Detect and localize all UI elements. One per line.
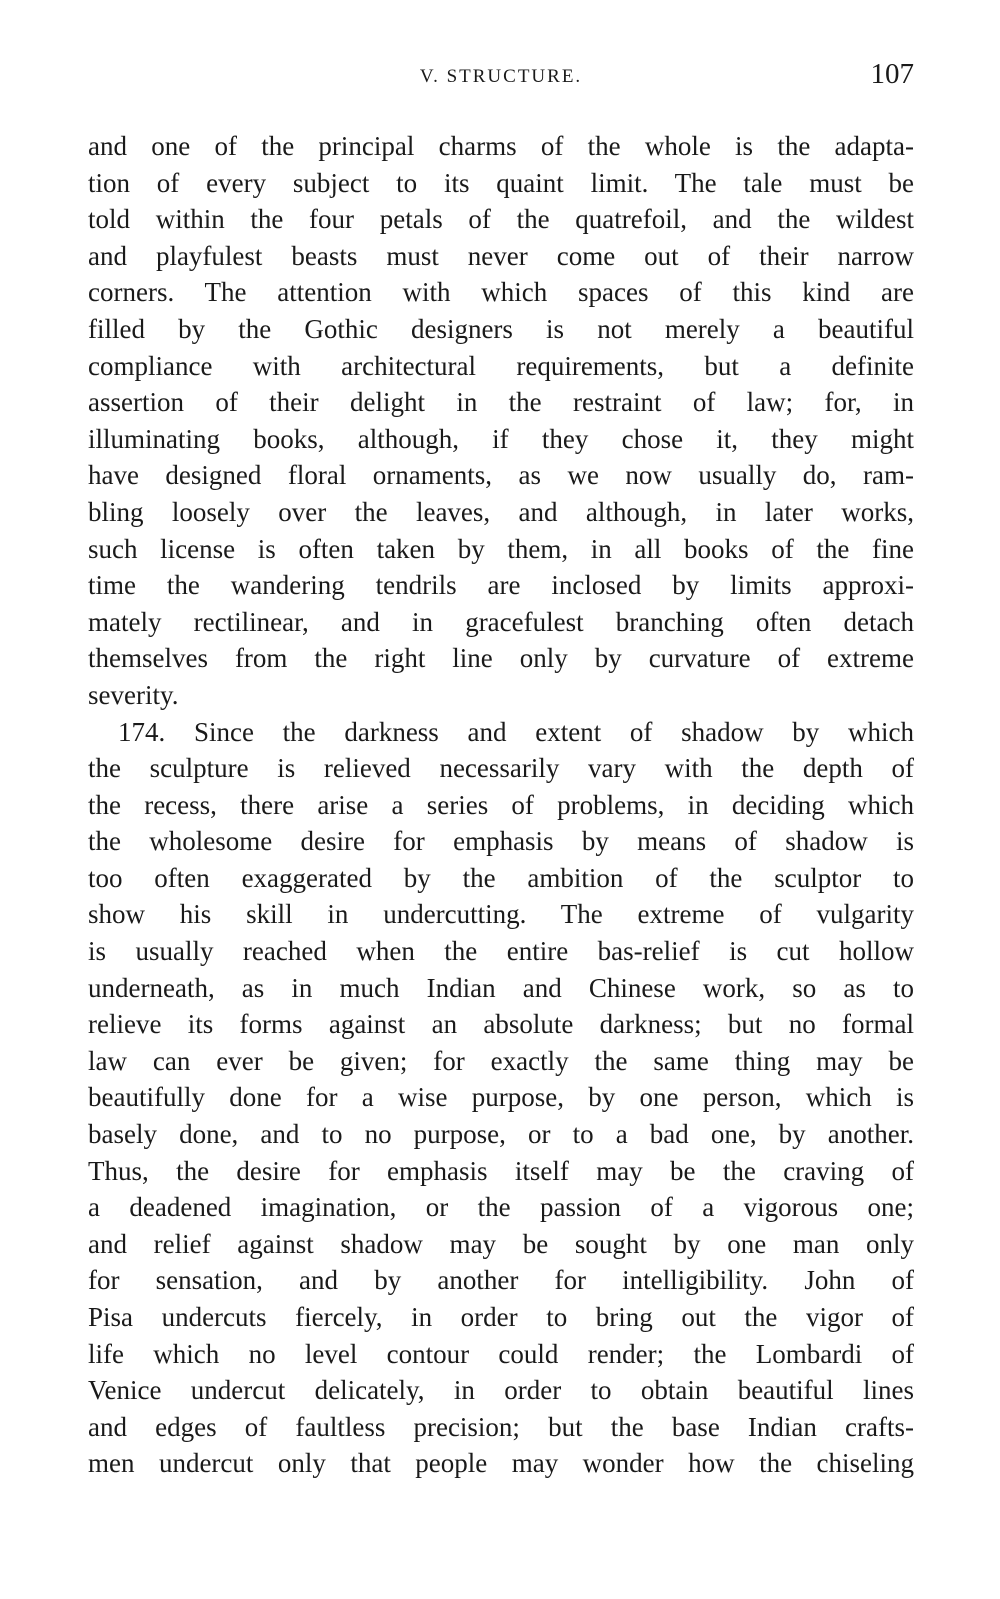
text-line: themselves from the right line only by curvature of extreme bbox=[88, 643, 914, 674]
text-line: basely done, and to no purpose, or to a bad one, by another. bbox=[88, 1119, 914, 1150]
book-page bbox=[88, 56, 914, 1482]
text-line: law can ever be given; for exactly the same thing may be bbox=[88, 1045, 914, 1076]
text-line: corners. The attention with which spaces of this kind are bbox=[88, 277, 914, 308]
text-line: the recess, there arise a series of problems, in deciding which bbox=[88, 789, 914, 820]
text-line: beautifully done for a wise purpose, by one person, which is bbox=[88, 1082, 914, 1113]
section-174-first-line: 174. Since the darkness and extent of shadow by which bbox=[118, 716, 914, 747]
text-line: assertion of their delight in the restraint of law; for, in bbox=[88, 387, 914, 418]
running-head bbox=[88, 56, 914, 100]
text-line: show his skill in undercutting. The extreme of vulgarity bbox=[88, 899, 914, 930]
text-line: the sculpture is relieved necessarily vary with the depth of bbox=[88, 753, 914, 784]
text-line: Thus, the desire for emphasis itself may be the craving of bbox=[88, 1155, 914, 1186]
text-line: bling loosely over the leaves, and although, in later works, bbox=[88, 496, 914, 527]
paragraph-end-line: severity. bbox=[88, 679, 179, 710]
text-line: life which no level contour could render; the Lombardi of bbox=[88, 1338, 914, 1369]
text-line: tion of every subject to its quaint limit. The tale must be bbox=[88, 167, 914, 198]
text-line: and playfulest beasts must never come out of their narrow bbox=[88, 240, 914, 271]
text-line: and edges of faultless precision; but the base Indian crafts- bbox=[88, 1411, 914, 1442]
text-line: underneath, as in much Indian and Chinese work, so as to bbox=[88, 972, 914, 1003]
text-line: mately rectilinear, and in gracefulest branching often detach bbox=[88, 606, 914, 637]
text-line: filled by the Gothic designers is not merely a beautiful bbox=[88, 313, 914, 344]
text-line: too often exaggerated by the ambition of the sculptor to bbox=[88, 862, 914, 893]
text-line: Pisa undercuts fiercely, in order to bring out the vigor of bbox=[88, 1302, 914, 1332]
text-line: and one of the principal charms of the whole is the adapta- bbox=[88, 131, 914, 161]
page-number: 107 bbox=[870, 58, 914, 90]
text-line: men undercut only that people may wonder how the chiseling bbox=[88, 1448, 914, 1479]
body-text bbox=[88, 128, 914, 1482]
text-line: is usually reached when the entire bas-relief is cut hollow bbox=[88, 936, 914, 967]
text-line: told within the four petals of the quatrefoil, and the wildest bbox=[88, 204, 914, 235]
text-line: have designed floral ornaments, as we now usually do, ram- bbox=[88, 460, 914, 491]
text-line: relieve its forms against an absolute darkness; but no formal bbox=[88, 1009, 914, 1040]
text-line: and relief against shadow may be sought by one man only bbox=[88, 1228, 914, 1259]
text-line: a deadened imagination, or the passion of a vigorous one; bbox=[88, 1192, 914, 1223]
text-line: time the wandering tendrils are inclosed by limits approxi- bbox=[88, 570, 914, 601]
text-line: the wholesome desire for emphasis by means of shadow is bbox=[88, 826, 914, 857]
text-line: for sensation, and by another for intelligibility. John of bbox=[88, 1265, 914, 1296]
running-title: V. STRUCTURE. bbox=[419, 66, 583, 87]
text-line: illuminating books, although, if they chose it, they might bbox=[88, 423, 914, 454]
text-line: such license is often taken by them, in all books of the fine bbox=[88, 533, 914, 564]
text-line: compliance with architectural requirements, but a definite bbox=[88, 350, 914, 381]
text-line: Venice undercut delicately, in order to obtain beautiful lines bbox=[88, 1375, 914, 1406]
